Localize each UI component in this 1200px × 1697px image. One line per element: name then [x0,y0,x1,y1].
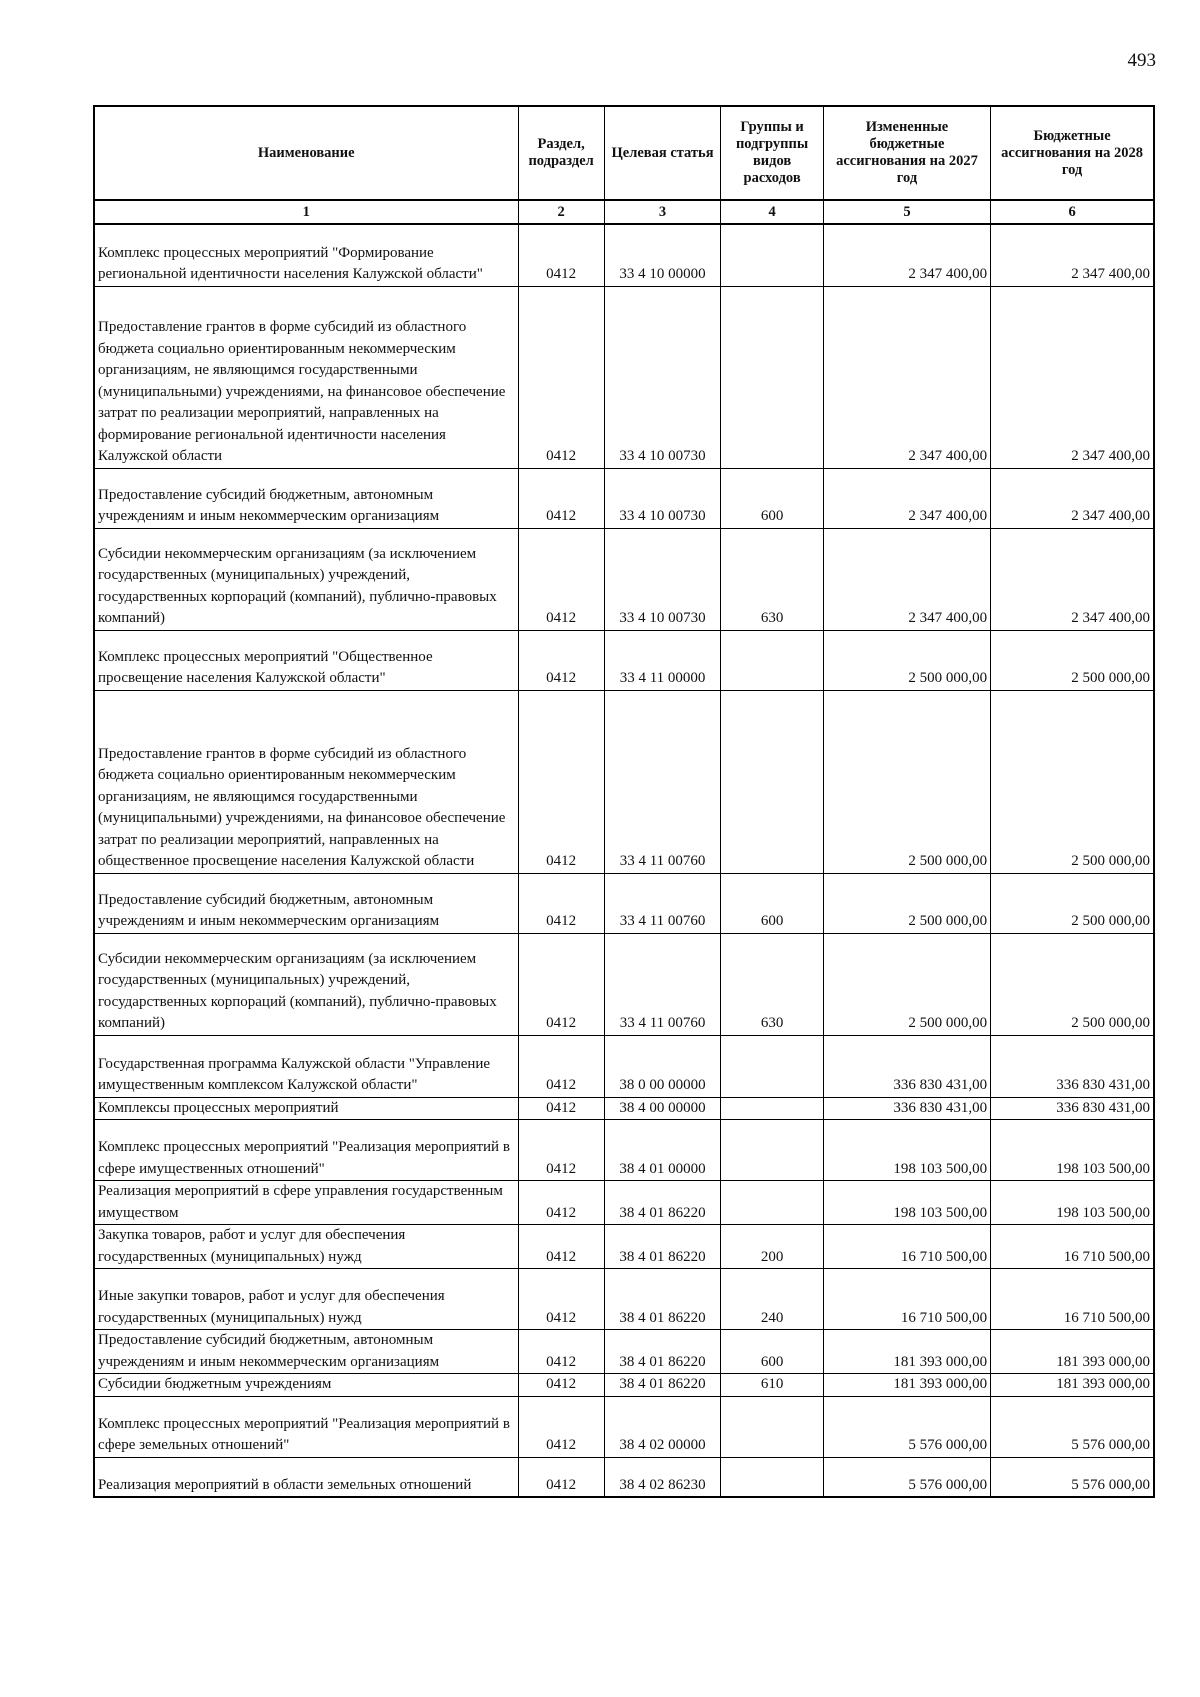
row-group: 200 [721,1225,823,1269]
row-target: 33 4 10 00730 [604,286,721,468]
row-amount-2028: 2 347 400,00 [991,528,1154,630]
row-group [721,224,823,286]
row-section: 0412 [518,1396,604,1457]
row-section: 0412 [518,873,604,933]
row-amount-2027: 16 710 500,00 [823,1225,990,1269]
column-number: 1 [94,200,518,224]
row-amount-2028: 181 393 000,00 [991,1330,1154,1374]
row-section: 0412 [518,1181,604,1225]
table-row [94,1457,1154,1497]
row-section: 0412 [518,1035,604,1097]
row-amount-2028: 2 500 000,00 [991,873,1154,933]
row-amount-2028: 2 500 000,00 [991,690,1154,873]
column-number: 5 [823,200,990,224]
row-amount-2028: 2 347 400,00 [991,286,1154,468]
row-target: 33 4 10 00000 [604,224,721,286]
row-target: 33 4 11 00760 [604,690,721,873]
row-section: 0412 [518,1457,604,1497]
header-row [94,106,1154,200]
row-amount-2027: 181 393 000,00 [823,1330,990,1374]
column-number: 6 [991,200,1154,224]
row-section: 0412 [518,1225,604,1269]
row-amount-2027: 2 500 000,00 [823,690,990,873]
table-row [94,630,1154,690]
row-amount-2028: 2 500 000,00 [991,933,1154,1035]
column-number: 2 [518,200,604,224]
header-amount-2027: Измененные бюджетные ассигнования на 2027 год [823,106,990,200]
row-group: 600 [721,468,823,528]
column-number: 4 [721,200,823,224]
row-amount-2028: 336 830 431,00 [991,1035,1154,1097]
table-row [94,1396,1154,1457]
row-group [721,1097,823,1120]
row-target: 33 4 10 00730 [604,468,721,528]
row-section: 0412 [518,1269,604,1330]
row-section: 0412 [518,468,604,528]
row-name: Предоставление субсидий бюджетным, автономным учреждениям и иным некоммерческим организациям [94,873,518,933]
row-name: Комплексы процессных мероприятий [94,1097,518,1120]
row-group [721,1035,823,1097]
row-group: 240 [721,1269,823,1330]
row-name: Государственная программа Калужской области "Управление имущественным комплексом Калужской области" [94,1035,518,1097]
row-name: Предоставление грантов в форме субсидий из областного бюджета социально ориентированным некоммерческим организациям, не являющимся государственными (муниципальными) учреждениями, на финансовое обеспечение затрат по реализации мероприятий, направленных на формирование региональной идентичности населения Калужской области [94,286,518,468]
column-number-row [94,200,1154,224]
row-target: 38 4 01 86220 [604,1269,721,1330]
row-section: 0412 [518,528,604,630]
header-target: Целевая статья [604,106,721,200]
row-target: 38 4 01 86220 [604,1181,721,1225]
row-section: 0412 [518,286,604,468]
row-group [721,1396,823,1457]
row-name: Реализация мероприятий в области земельных отношений [94,1457,518,1497]
table-row [94,1374,1154,1397]
row-name: Комплекс процессных мероприятий "Реализация мероприятий в сфере земельных отношений" [94,1396,518,1457]
row-name: Комплекс процессных мероприятий "Общественное просвещение населения Калужской области" [94,630,518,690]
row-name: Субсидии некоммерческим организациям (за исключением государственных (муниципальных) учреждений, государственных корпораций (компаний), публично-правовых компаний) [94,933,518,1035]
row-name: Закупка товаров, работ и услуг для обеспечения государственных (муниципальных) нужд [94,1225,518,1269]
page-number: 493 [1127,50,1156,71]
row-target: 38 4 02 00000 [604,1396,721,1457]
row-target: 33 4 11 00760 [604,873,721,933]
table-row [94,873,1154,933]
row-target: 33 4 10 00730 [604,528,721,630]
row-amount-2027: 5 576 000,00 [823,1396,990,1457]
table-row [94,1035,1154,1097]
row-amount-2027: 2 500 000,00 [823,630,990,690]
table-row [94,690,1154,873]
row-group [721,286,823,468]
row-amount-2027: 181 393 000,00 [823,1374,990,1397]
table-row [94,1120,1154,1181]
row-name: Комплекс процессных мероприятий "Формирование региональной идентичности населения Калужской области" [94,224,518,286]
row-amount-2027: 2 347 400,00 [823,286,990,468]
row-target: 38 4 01 00000 [604,1120,721,1181]
row-amount-2028: 2 347 400,00 [991,224,1154,286]
row-name: Предоставление субсидий бюджетным, автономным учреждениям и иным некоммерческим организациям [94,468,518,528]
table-row [94,1269,1154,1330]
row-name: Предоставление субсидий бюджетным, автономным учреждениям и иным некоммерческим организациям [94,1330,518,1374]
row-group [721,1120,823,1181]
header-amount-2028: Бюджетные ассигнования на 2028 год [991,106,1154,200]
row-amount-2027: 16 710 500,00 [823,1269,990,1330]
table-row [94,468,1154,528]
row-target: 38 0 00 00000 [604,1035,721,1097]
row-section: 0412 [518,224,604,286]
row-amount-2027: 2 347 400,00 [823,528,990,630]
row-target: 38 4 01 86220 [604,1225,721,1269]
row-group: 600 [721,1330,823,1374]
budget-table [93,105,1155,1498]
row-amount-2027: 336 830 431,00 [823,1035,990,1097]
row-group [721,630,823,690]
row-amount-2028: 2 500 000,00 [991,630,1154,690]
row-amount-2027: 336 830 431,00 [823,1097,990,1120]
header-section: Раздел, подраздел [518,106,604,200]
row-name: Реализация мероприятий в сфере управления государственным имуществом [94,1181,518,1225]
row-amount-2027: 2 500 000,00 [823,873,990,933]
row-amount-2027: 2 347 400,00 [823,468,990,528]
row-group [721,1181,823,1225]
row-group [721,690,823,873]
table-row [94,1330,1154,1374]
row-section: 0412 [518,690,604,873]
row-amount-2028: 336 830 431,00 [991,1097,1154,1120]
row-target: 33 4 11 00000 [604,630,721,690]
row-amount-2027: 198 103 500,00 [823,1181,990,1225]
row-amount-2028: 5 576 000,00 [991,1396,1154,1457]
row-group: 600 [721,873,823,933]
table-row [94,286,1154,468]
row-amount-2027: 2 500 000,00 [823,933,990,1035]
row-amount-2027: 5 576 000,00 [823,1457,990,1497]
header-group: Группы и подгруппы видов расходов [721,106,823,200]
row-section: 0412 [518,1097,604,1120]
row-group: 630 [721,528,823,630]
row-amount-2028: 5 576 000,00 [991,1457,1154,1497]
row-section: 0412 [518,1330,604,1374]
row-name: Субсидии некоммерческим организациям (за исключением государственных (муниципальных) учреждений, государственных корпораций (компаний), публично-правовых компаний) [94,528,518,630]
row-amount-2028: 2 347 400,00 [991,468,1154,528]
column-number: 3 [604,200,721,224]
row-target: 33 4 11 00760 [604,933,721,1035]
row-name: Субсидии бюджетным учреждениям [94,1374,518,1397]
table-row [94,1097,1154,1120]
table-row [94,224,1154,286]
row-section: 0412 [518,1120,604,1181]
row-group: 630 [721,933,823,1035]
header-name: Наименование [94,106,518,200]
row-amount-2028: 198 103 500,00 [991,1120,1154,1181]
row-name: Комплекс процессных мероприятий "Реализация мероприятий в сфере имущественных отношений" [94,1120,518,1181]
row-section: 0412 [518,630,604,690]
row-target: 38 4 01 86220 [604,1330,721,1374]
row-amount-2028: 198 103 500,00 [991,1181,1154,1225]
table-row [94,1225,1154,1269]
row-amount-2028: 16 710 500,00 [991,1225,1154,1269]
row-group [721,1457,823,1497]
row-group: 610 [721,1374,823,1397]
row-section: 0412 [518,1374,604,1397]
row-target: 38 4 00 00000 [604,1097,721,1120]
row-name: Предоставление грантов в форме субсидий из областного бюджета социально ориентированным некоммерческим организациям, не являющимся государственными (муниципальными) учреждениями, на финансовое обеспечение затрат по реализации мероприятий, направленных на общественное просвещение населения Калужской области [94,690,518,873]
row-amount-2027: 2 347 400,00 [823,224,990,286]
table-row [94,933,1154,1035]
row-target: 38 4 01 86220 [604,1374,721,1397]
row-amount-2027: 198 103 500,00 [823,1120,990,1181]
row-section: 0412 [518,933,604,1035]
row-amount-2028: 181 393 000,00 [991,1374,1154,1397]
row-amount-2028: 16 710 500,00 [991,1269,1154,1330]
row-target: 38 4 02 86230 [604,1457,721,1497]
table-row [94,1181,1154,1225]
row-name: Иные закупки товаров, работ и услуг для обеспечения государственных (муниципальных) нужд [94,1269,518,1330]
table-row [94,528,1154,630]
